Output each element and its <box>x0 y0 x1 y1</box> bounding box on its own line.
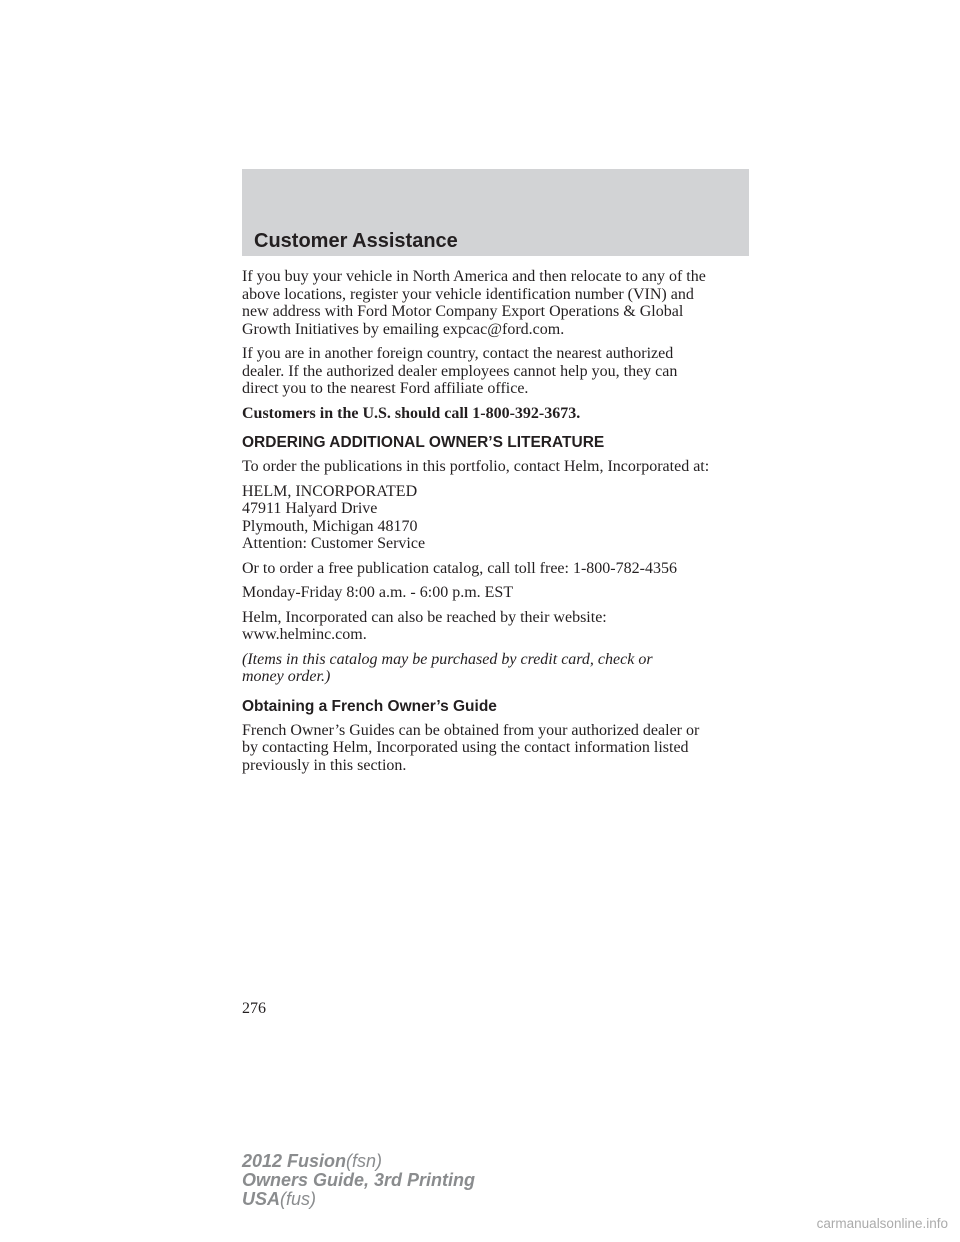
paragraph-hours <box>242 584 762 602</box>
text-line: To order the publications in this portfolio, contact Helm, Incorporated at: <box>242 458 710 475</box>
paragraph-french-guide <box>242 722 762 775</box>
paragraph-website <box>242 609 762 644</box>
text-line: Monday-Friday 8:00 a.m. - 6:00 p.m. EST <box>242 584 514 601</box>
text-line: direct you to the nearest Ford affiliate office. <box>242 380 529 397</box>
text-line: money order.) <box>242 668 331 685</box>
footer-line-region <box>242 1190 475 1209</box>
watermark: carmanualsonline.info <box>816 1216 948 1231</box>
text-line: (Items in this catalog may be purchased by credit card, check or <box>242 650 653 668</box>
text-line: Growth Initiatives by emailing expcac@ford.com. <box>242 320 565 338</box>
text-line: by contacting Helm, Incorporated using the contact information listed <box>242 739 689 756</box>
document-footer <box>242 1152 475 1209</box>
page-number: 276 <box>242 1000 266 1017</box>
paragraph-order-intro <box>242 458 762 476</box>
address-block <box>242 483 762 553</box>
footer-region: USA <box>242 1189 281 1209</box>
footer-line-model <box>242 1152 475 1171</box>
text-line: Customers in the U.S. should call 1-800-392-3673. <box>242 404 581 422</box>
footer-model: 2012 Fusion <box>242 1151 347 1171</box>
footer-region-code: (fus) <box>280 1189 317 1209</box>
paragraph-catalog-call <box>242 560 762 578</box>
paragraph-payment-note <box>242 651 762 686</box>
website-link: www.helminc.com. <box>242 626 367 643</box>
text-line: Or to order a free publication catalog, call toll free: 1-800-782-4356 <box>242 559 677 577</box>
footer-model-code: (fsn) <box>346 1151 383 1171</box>
text-line: above locations, register your vehicle identification number (VIN) and <box>242 285 694 303</box>
text-line: new address with Ford Motor Company Export Operations & Global <box>242 303 684 320</box>
page-content <box>242 268 762 781</box>
address-line: Attention: Customer Service <box>242 535 426 552</box>
text-line: Helm, Incorporated can also be reached by their website: <box>242 608 607 626</box>
address-line: Plymouth, Michigan 48170 <box>242 517 418 535</box>
address-line: HELM, INCORPORATED <box>242 482 418 500</box>
section-title: Customer Assistance <box>254 230 458 252</box>
us-call-notice <box>242 405 762 423</box>
heading-french-guide: Obtaining a French Owner’s Guide <box>242 697 497 715</box>
text-line: previously in this section. <box>242 756 407 774</box>
paragraph-foreign-country <box>242 345 762 398</box>
text-line: If you buy your vehicle in North America and then relocate to any of the <box>242 268 706 285</box>
address-line: 47911 Halyard Drive <box>242 500 378 517</box>
heading-ordering-literature: ORDERING ADDITIONAL OWNER’S LITERATURE <box>242 434 605 451</box>
footer-printing: Owners Guide, 3rd Printing <box>242 1170 476 1190</box>
paragraph-relocation <box>242 268 762 338</box>
text-line: If you are in another foreign country, contact the nearest authorized <box>242 345 674 362</box>
text-line: dealer. If the authorized dealer employees cannot help you, they can <box>242 362 678 380</box>
text-line: French Owner’s Guides can be obtained from your authorized dealer or <box>242 721 700 739</box>
